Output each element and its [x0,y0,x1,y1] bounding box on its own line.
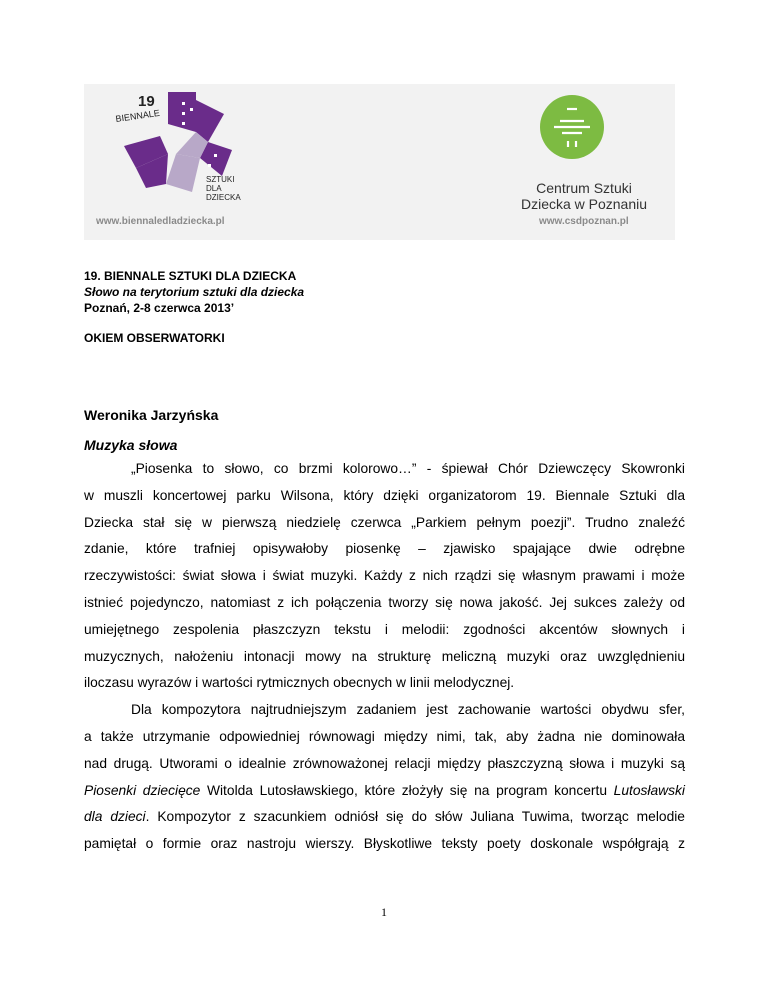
work-title: Piosenki dziecięce [84,782,201,798]
concert-title-cont: dla dzieci [84,809,146,825]
section-label: OKIEM OBSERWATORKI [84,331,225,345]
paragraph-line: „Piosenka to słowo, co brzmi kolorowo…” - śpiewał Chór Dziewczęcy Skowronki [131,461,685,476]
concert-title: Lutosławski [613,782,685,798]
page-number: 1 [381,905,387,919]
article-body [84,456,685,858]
event-place-date: Poznań, 2-8 czerwca 2013’ [84,301,235,315]
event-meta [84,268,684,316]
csd-name [514,180,654,212]
paragraph-line [84,778,685,805]
paragraph-line: umiejętnego zespolenia płaszczyzn tekstu i melodii: zgodności akcentów słownych i [84,621,685,637]
biennale-logo [96,84,256,212]
header-banner [84,84,675,240]
paragraph-line: w muszli koncertowej parku Wilsona, który dzięki organizatorom 19. Biennale Sztuki dla [84,487,685,503]
paragraph-line: iloczasu wyrazów i wartości rytmicznych obecnych w linii melodycznej. [84,675,515,691]
paragraph-line: Dziecka stał się w pierwszą niedzielę czerwca „Parkiem pełnym poezji”. Trudno znaleźć [84,514,685,530]
article-author: Weronika Jarzyńska [84,407,219,423]
event-motto: Słowo na terytorium sztuki dla dziecka [84,285,305,299]
paragraph-line: muzycznych, nałożeniu intonacji mowy na strukturę meliczną muzyki oraz uwzględnieniu [84,648,685,664]
csd-logo [540,95,604,159]
paragraph-line: nad drugą. Utworami o idealnie zrównoważonej relacji między płaszczyzną słowa i muzyki są [84,755,685,771]
text-run: Witolda Lutosławskiego, które złożyły się na program koncertu [200,782,614,798]
paragraph-line [84,804,685,831]
paragraph-line: Dla kompozytora najtrudniejszym zadaniem jest zachowanie wartości obydwu sfer, [131,702,685,718]
biennale-number: 19 [138,93,155,110]
biennale-url[interactable]: www.biennaledladziecka.pl [96,216,225,227]
paragraph-line: pamiętał o formie oraz nastroju wierszy. Błyskotliwe teksty poety doskonale współgrają z [84,836,685,852]
paragraph-line: istnieć pojedynczo, natomiast z ich połączenia tworzy się nowa jakość. Jej sukces zależy od [84,594,685,610]
paragraph-line: a także utrzymanie odpowiedniej równowagi między nimi, tak, aby żadna nie dominowała [84,728,685,744]
event-title: 19. BIENNALE SZTUKI DLA DZIECKA [84,269,297,283]
biennale-sub-1: SZTUKI [206,175,235,184]
biennale-sub-2: DLA [206,184,222,193]
csd-url[interactable]: www.csdpoznan.pl [539,216,629,227]
biennale-sub-3: DZIECKA [206,193,241,202]
biennale-word: BIENNALE [114,107,161,124]
paragraph-line: zdanie, które trafniej opisywałoby piosenkę – zjawisko spajające dwie odrębne [84,541,685,557]
article-title: Muzyka słowa [84,437,178,453]
csd-name-line2: Dziecka w Poznaniu [520,196,648,212]
csd-name-line1: Centrum Sztuki [536,180,632,196]
text-run: . Kompozytor z szacunkiem odniósł się do słów Juliana Tuwima, tworząc melodie [145,809,685,825]
paragraph-line: rzeczywistości: świat słowa i świat muzyki. Każdy z nich rządzi się własnym prawami i może [84,568,685,584]
